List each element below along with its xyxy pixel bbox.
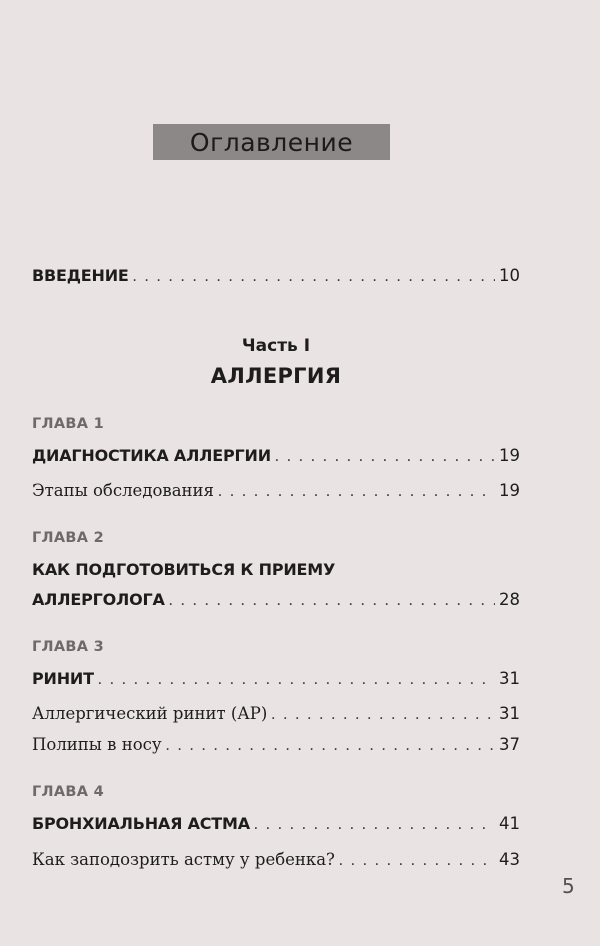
toc-subentry-page: 19 — [499, 481, 520, 500]
dot-leader — [218, 483, 495, 501]
toc-subentry-page: 37 — [499, 735, 520, 754]
toc-entry-chapter-2-line1[interactable]: КАК ПОДГОТОВИТЬСЯ К ПРИЕМУ — [32, 560, 336, 579]
toc-entry-label: БРОНХИАЛЬНАЯ АСТМА — [32, 814, 250, 833]
dot-leader — [339, 852, 495, 870]
toc-entry-chapter-1[interactable] — [32, 446, 520, 466]
toc-entry-chapter-4[interactable] — [32, 814, 520, 834]
chapter-label: ГЛАВА 3 — [32, 639, 105, 655]
chapter-label: ГЛАВА 2 — [32, 530, 105, 546]
toc-entry-label: ВВЕДЕНИЕ — [32, 266, 129, 285]
toc-entry-chapter-3[interactable] — [32, 669, 520, 689]
toc-entry-label: АЛЛЕРГОЛОГА — [32, 590, 165, 609]
toc-title-highlight — [153, 124, 390, 160]
toc-subentry-label: Полипы в носу — [32, 735, 162, 754]
toc-subentry[interactable] — [32, 850, 520, 870]
toc-entry-label: ДИАГНОСТИКА АЛЛЕРГИИ — [32, 446, 271, 465]
toc-entry-page: 41 — [499, 814, 520, 833]
toc-subentry-page: 43 — [499, 850, 520, 869]
dot-leader — [254, 816, 495, 834]
toc-entry-page: 10 — [499, 266, 520, 285]
toc-entry-chapter-2[interactable] — [32, 590, 520, 610]
dot-leader — [169, 592, 495, 610]
chapter-label: ГЛАВА 4 — [32, 784, 105, 800]
toc-entry-page: 31 — [499, 669, 520, 688]
toc-subentry-label: Этапы обследования — [32, 481, 214, 500]
dot-leader — [271, 706, 495, 724]
part-label: Часть I — [241, 336, 311, 356]
toc-entry-intro[interactable] — [32, 266, 520, 286]
dot-leader — [133, 268, 495, 286]
toc-title: Оглавление — [189, 127, 354, 157]
dot-leader — [166, 737, 495, 755]
dot-leader — [275, 448, 495, 466]
page-number: 5 — [562, 874, 575, 898]
toc-subentry[interactable] — [32, 704, 520, 724]
toc-entry-page: 19 — [499, 446, 520, 465]
toc-entry-label: РИНИТ — [32, 669, 94, 688]
chapter-label: ГЛАВА 1 — [32, 416, 105, 432]
toc-subentry-label: Аллергический ринит (АР) — [32, 704, 268, 723]
toc-subentry-page: 31 — [499, 704, 520, 723]
toc-subentry[interactable] — [32, 481, 520, 501]
toc-subentry[interactable] — [32, 735, 520, 755]
dot-leader — [98, 671, 495, 689]
part-name: АЛЛЕРГИЯ — [210, 364, 342, 388]
toc-subentry-label: Как заподозрить астму у ребенка? — [32, 850, 335, 869]
toc-entry-page: 28 — [499, 590, 520, 609]
